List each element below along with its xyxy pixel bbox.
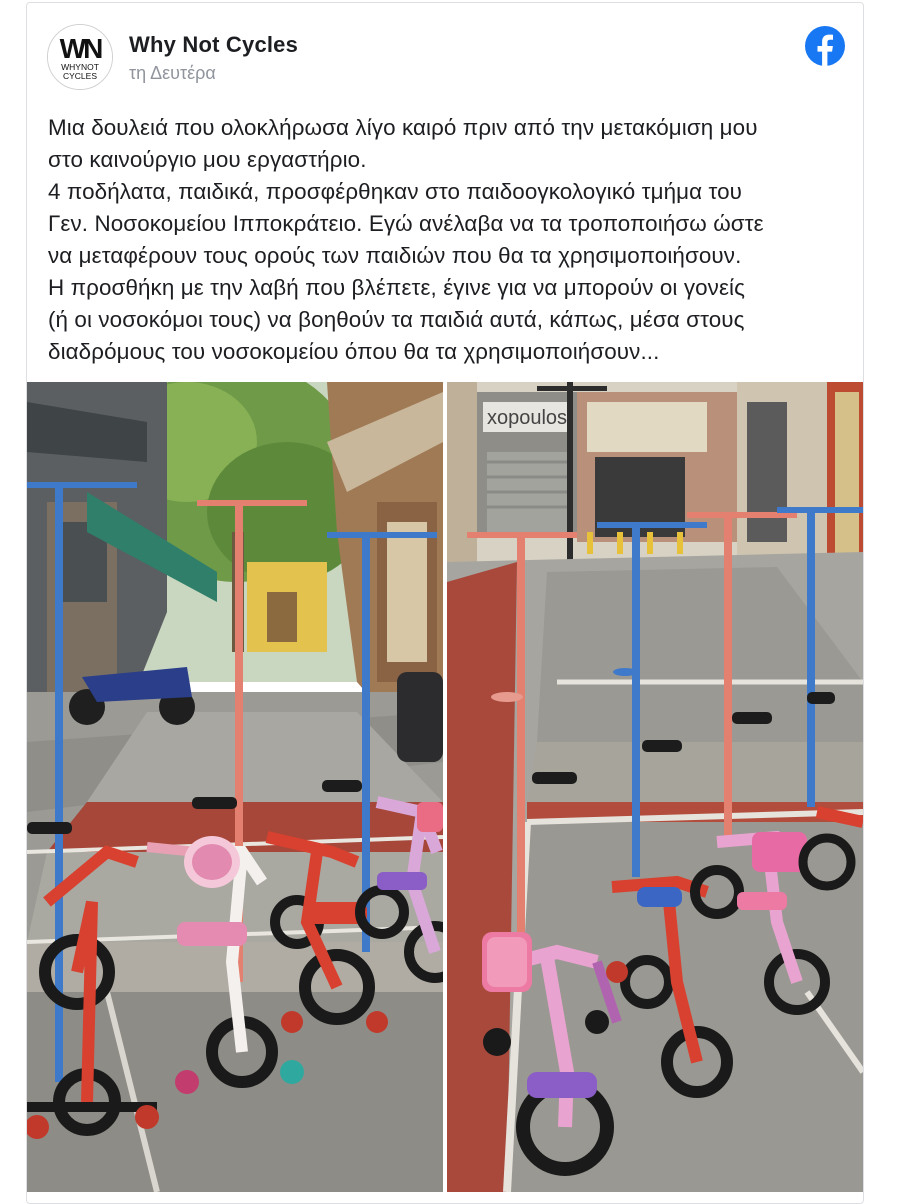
- shop-sign: xopoulos: [487, 407, 568, 429]
- logo-mark: WN: [59, 33, 101, 64]
- post-message: Μια δουλειά που ολοκλήρωσα λίγο καιρό πριν από την μετακόμιση μου στο καινούργιο μου εργαστήριο. 4 ποδήλατα, παιδικά, προσφέρθηκαν στο παιδοογκολογικό τμήμα του Γεν. Νοσοκομείου Ιπποκράτειο. Εγώ ανέλαβα να τα τροποποιήσω ώστε να μεταφέρουν τους ορούς των παιδιών που θα τα χρησιμοποιήσουν. Η προσθήκη με την λαβή που βλέπετε, έγινε για να μπορούν οι γονείς (ή οι νοσοκόμοι τους) να βοηθούν τα παιδιά αυτά, κάπως, μέσα στους διαδρόμους του νοσοκομείου όπου θα τα χρησιμοποιήσουν...: [48, 115, 764, 364]
- page-avatar[interactable]: [47, 24, 113, 90]
- photo-left[interactable]: [27, 382, 443, 1192]
- photo-right[interactable]: [447, 382, 863, 1192]
- post-card: [26, 2, 864, 1204]
- post-timestamp[interactable]: τη Δευτέρα: [129, 63, 216, 83]
- why-not-cycles-logo: [48, 25, 112, 89]
- photo-grid: [27, 382, 863, 1192]
- facebook-icon[interactable]: [805, 26, 845, 66]
- logo-line-2: CYCLES: [62, 71, 98, 81]
- post-header: [27, 3, 863, 103]
- logo-line-1: WHYNOT: [61, 62, 99, 72]
- page-name[interactable]: Why Not Cycles: [129, 32, 299, 57]
